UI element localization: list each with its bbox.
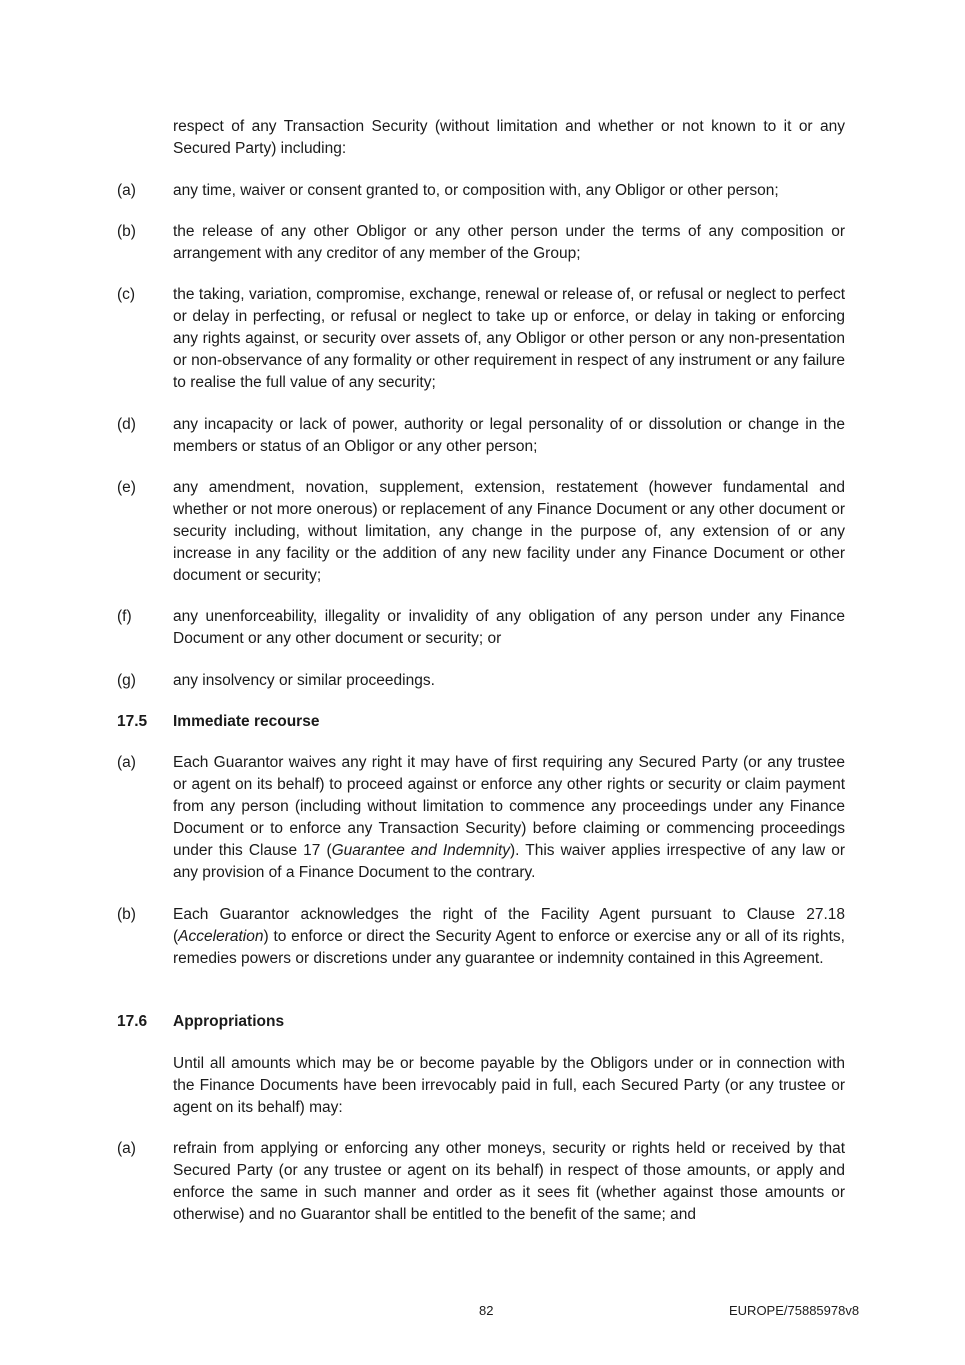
section-heading: Immediate recourse [173, 713, 320, 730]
text-run: ). This waiver applies irrespective of any law or any provision of a Finance Document to the contrary. [173, 842, 845, 881]
list-item-text [173, 904, 845, 970]
list-item-text [173, 752, 845, 884]
list-item-text: refrain from applying or enforcing any other moneys, security or rights held or received by that Secured Party (or any trustee or agent on its behalf) in respect of those amounts, or apply and enforce the same in such manner and order as it sees fit (whether against those amounts or otherwise) and no Guarantor shall be entitled to the benefit of the same; and [173, 1140, 845, 1223]
text-run: Each Guarantor acknowledges the right of the Facility Agent pursuant to Clause 27.18 ( [173, 906, 845, 945]
list-item-label: (b) [117, 223, 136, 240]
list-item-label: (f) [117, 608, 132, 625]
list-item-label: (a) [117, 1140, 136, 1157]
section-heading: Appropriations [173, 1013, 285, 1030]
section-intro-paragraph: Until all amounts which may be or become payable by the Obligors under or in connection with the Finance Documents have been irrevocably paid in full, each Secured Party (or any trustee or agent on its behalf) may: [173, 1055, 845, 1116]
list-item-label: (c) [117, 286, 136, 303]
text-run: ) to enforce or direct the Security Agent to enforce or exercise any or all of its rights, remedies powers or discretions under any guarantee or indemnity contained in this Agreement. [173, 928, 845, 967]
document-reference: EUROPE/75885978v8 [729, 1303, 860, 1318]
list-item-text: any amendment, novation, supplement, extension, restatement (however fundamental and whether or not more onerous) or replacement of any Finance Document or any other document or security including, without limitation, any change in the purpose of, any extension of or any increase in any facility or the addition of any new facility under any Finance Document or other document or security; [173, 479, 845, 584]
list-item-text: the taking, variation, compromise, exchange, renewal or release of, or refusal or neglect to perfect or delay in perfecting, or refusal or neglect to take up or enforce, or delay in taking or enforcing any rights against, or security over assets of, any Obligor or other person or any non-presentation or non-observance of any formality or other requirement in respect of any instrument or any failure to realise the full value of any security; [173, 286, 845, 391]
list-item-text: any insolvency or similar proceedings. [173, 672, 435, 689]
section-number: 17.5 [117, 713, 148, 730]
intro-paragraph: respect of any Transaction Security (without limitation and whether or not known to it or any Secured Party) including: [173, 118, 845, 157]
list-item-label: (b) [117, 906, 136, 923]
list-item-text: any unenforceability, illegality or invalidity of any obligation of any person under any Finance Document or any other document or security; or [173, 608, 845, 647]
italic-run: Guarantee and Indemnity [331, 842, 511, 859]
list-item-label: (a) [117, 754, 136, 771]
list-item-label: (d) [117, 416, 136, 433]
list-item-text: the release of any other Obligor or any other person under the terms of any composition or arrangement with any creditor of any member of the Group; [173, 223, 845, 262]
list-item-label: (a) [117, 182, 136, 199]
text-run: Each Guarantor waives any right it may have of first requiring any Secured Party (or any trustee or agent on its behalf) to proceed against or enforce any other rights or security or claim payment from any person (including without limitation to commence any proceedings under any Finance Document or to enforce any Transaction Security) before claiming or commencing proceedings under this Clause 17 ( [173, 754, 845, 859]
page-number: 82 [479, 1303, 494, 1318]
section-number: 17.6 [117, 1013, 148, 1030]
list-item-text: any incapacity or lack of power, authority or legal personality of or dissolution or change in the members or status of an Obligor or any other person; [173, 416, 845, 455]
italic-run: Acceleration [178, 928, 264, 945]
list-item-label: (e) [117, 479, 136, 496]
list-item-text: any time, waiver or consent granted to, or composition with, any Obligor or other person; [173, 182, 779, 199]
list-item-label: (g) [117, 672, 136, 689]
